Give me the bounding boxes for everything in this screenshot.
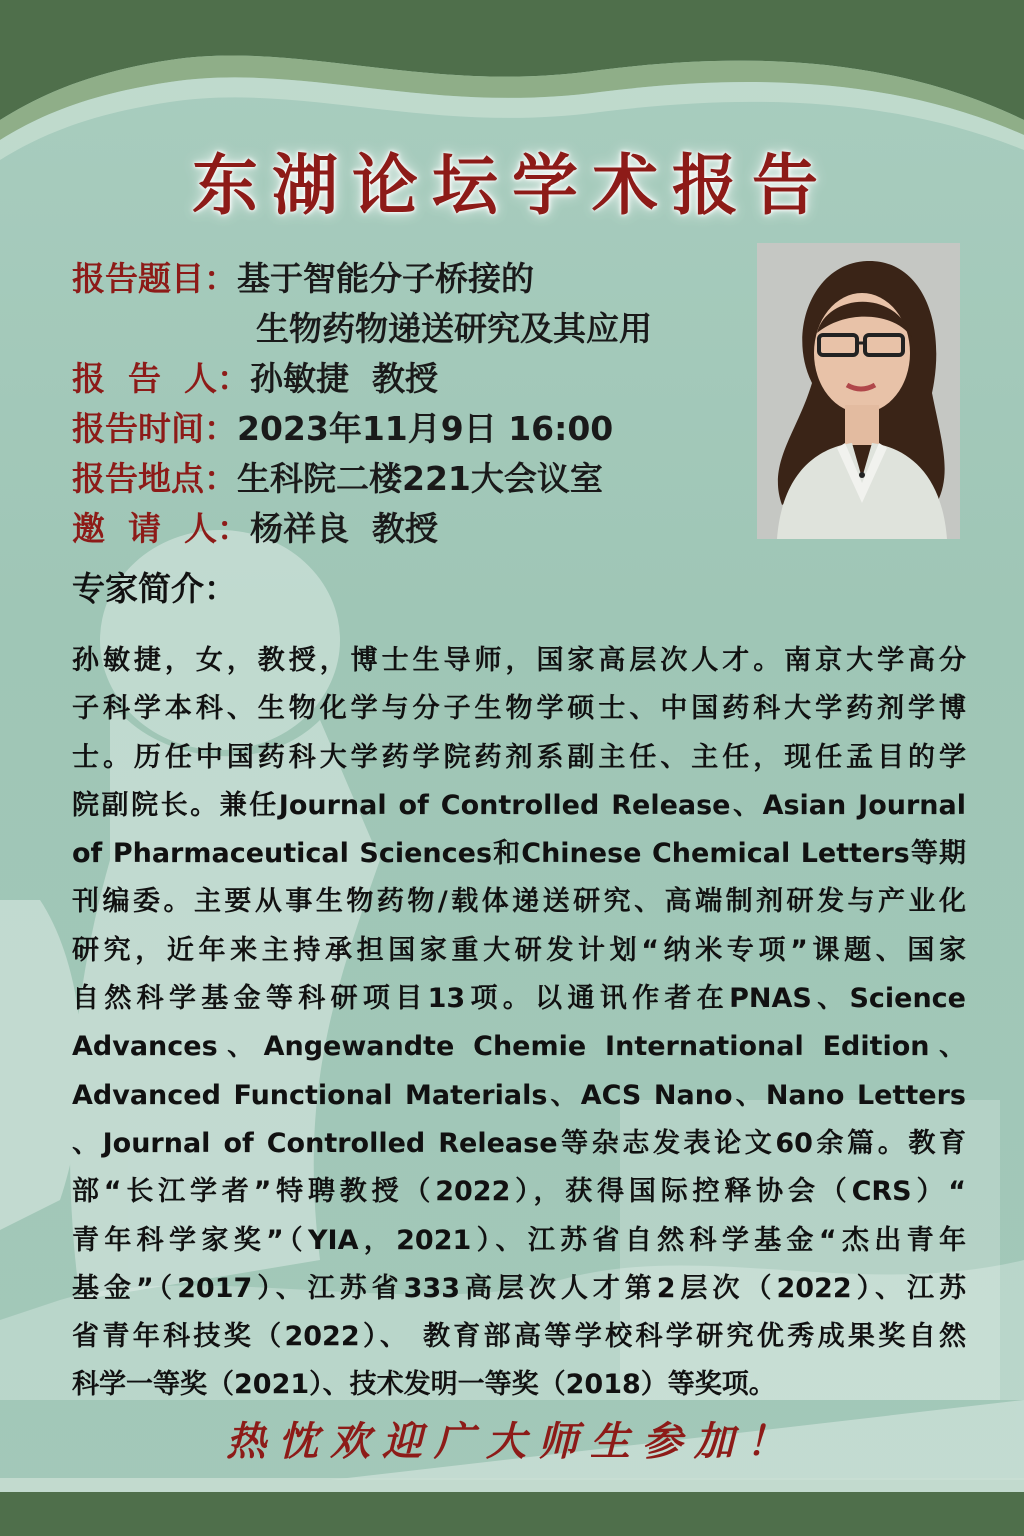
speaker-row <box>72 356 438 402</box>
bottom-bar <box>0 1492 1024 1536</box>
bio-line: Advanced Functional Materials、ACS Nano、Nano Letters <box>72 1079 966 1111</box>
bio-line: 研究，近年来主持承担国家重大研发计划“纳米专项”课题、国家 <box>72 934 966 966</box>
place-value: 生科院二楼221大会议室 <box>237 459 603 498</box>
bio-line: 青年科学家奖”（YIA，2021）、江苏省自然科学基金“杰出青年 <box>72 1224 966 1256</box>
bio-line: 院副院长。兼任Journal of Controlled Release、Asian Journal <box>72 789 966 821</box>
host-row <box>72 506 438 552</box>
bio-line: 省青年科技奖（2022）、 教育部高等学校科学研究优秀成果奖自然 <box>72 1321 966 1353</box>
bio-line: 基金”（2017）、江苏省333高层次人才第2层次（2022）、江苏 <box>72 1272 966 1304</box>
bio-text <box>72 637 966 1410</box>
bio-line: 孙敏捷，女，教授，博士生导师，国家高层次人才。南京大学高分 <box>72 645 966 676</box>
topic-value: 基于智能分子桥接的 <box>237 259 534 298</box>
poster-title: 东湖论坛学术报告 <box>192 146 832 224</box>
speaker-value: 孙敏捷 教授 <box>249 359 438 398</box>
topic-row <box>72 256 534 302</box>
intro-heading: 专家简介： <box>72 569 237 608</box>
bio-line: 士。历任中国药科大学药学院药剂系副主任、主任，现任孟目的学 <box>72 741 966 773</box>
place-label: 报告地点： <box>72 459 237 498</box>
host-label: 邀 请 人： <box>72 509 250 548</box>
speaker-photo <box>757 243 960 539</box>
time-label: 报告时间： <box>72 409 237 448</box>
place-row <box>72 456 603 502</box>
topic-value-line2: 生物药物递送研究及其应用 <box>256 309 652 348</box>
host-value: 杨祥良 教授 <box>249 509 438 548</box>
time-row <box>72 406 613 452</box>
bio-line: of Pharmaceutical Sciences和Chinese Chemical Letters等期 <box>72 838 966 870</box>
topic-label: 报告题目： <box>72 259 237 298</box>
bio-line: 、Journal of Controlled Release等杂志发表论文60余篇。教育 <box>72 1127 966 1159</box>
bio-line: 刊编委。主要从事生物药物/载体递送研究、高端制剂研发与产业化 <box>72 886 966 918</box>
bio-line: 科学一等奖（2021）、技术发明一等奖（2018）等奖项。 <box>72 1369 776 1401</box>
bio-line: 子科学本科、生物化学与分子生物学硕士、中国药科大学药剂学博 <box>72 693 966 725</box>
portrait-image <box>757 243 960 539</box>
time-value: 2023年11月9日 16:00 <box>237 409 614 448</box>
bio-line: 自然科学基金等科研项目13项。以通讯作者在PNAS、Science <box>72 983 966 1015</box>
welcome-slogan: 热忱欢迎广大师生参加！ <box>226 1418 798 1465</box>
bio-line: Advances、Angewandte Chemie International Edition、 <box>72 1031 966 1063</box>
bio-line: 部“长江学者”特聘教授（2022），获得国际控释协会（CRS）“ <box>72 1176 966 1208</box>
speaker-label: 报 告 人： <box>72 359 250 398</box>
